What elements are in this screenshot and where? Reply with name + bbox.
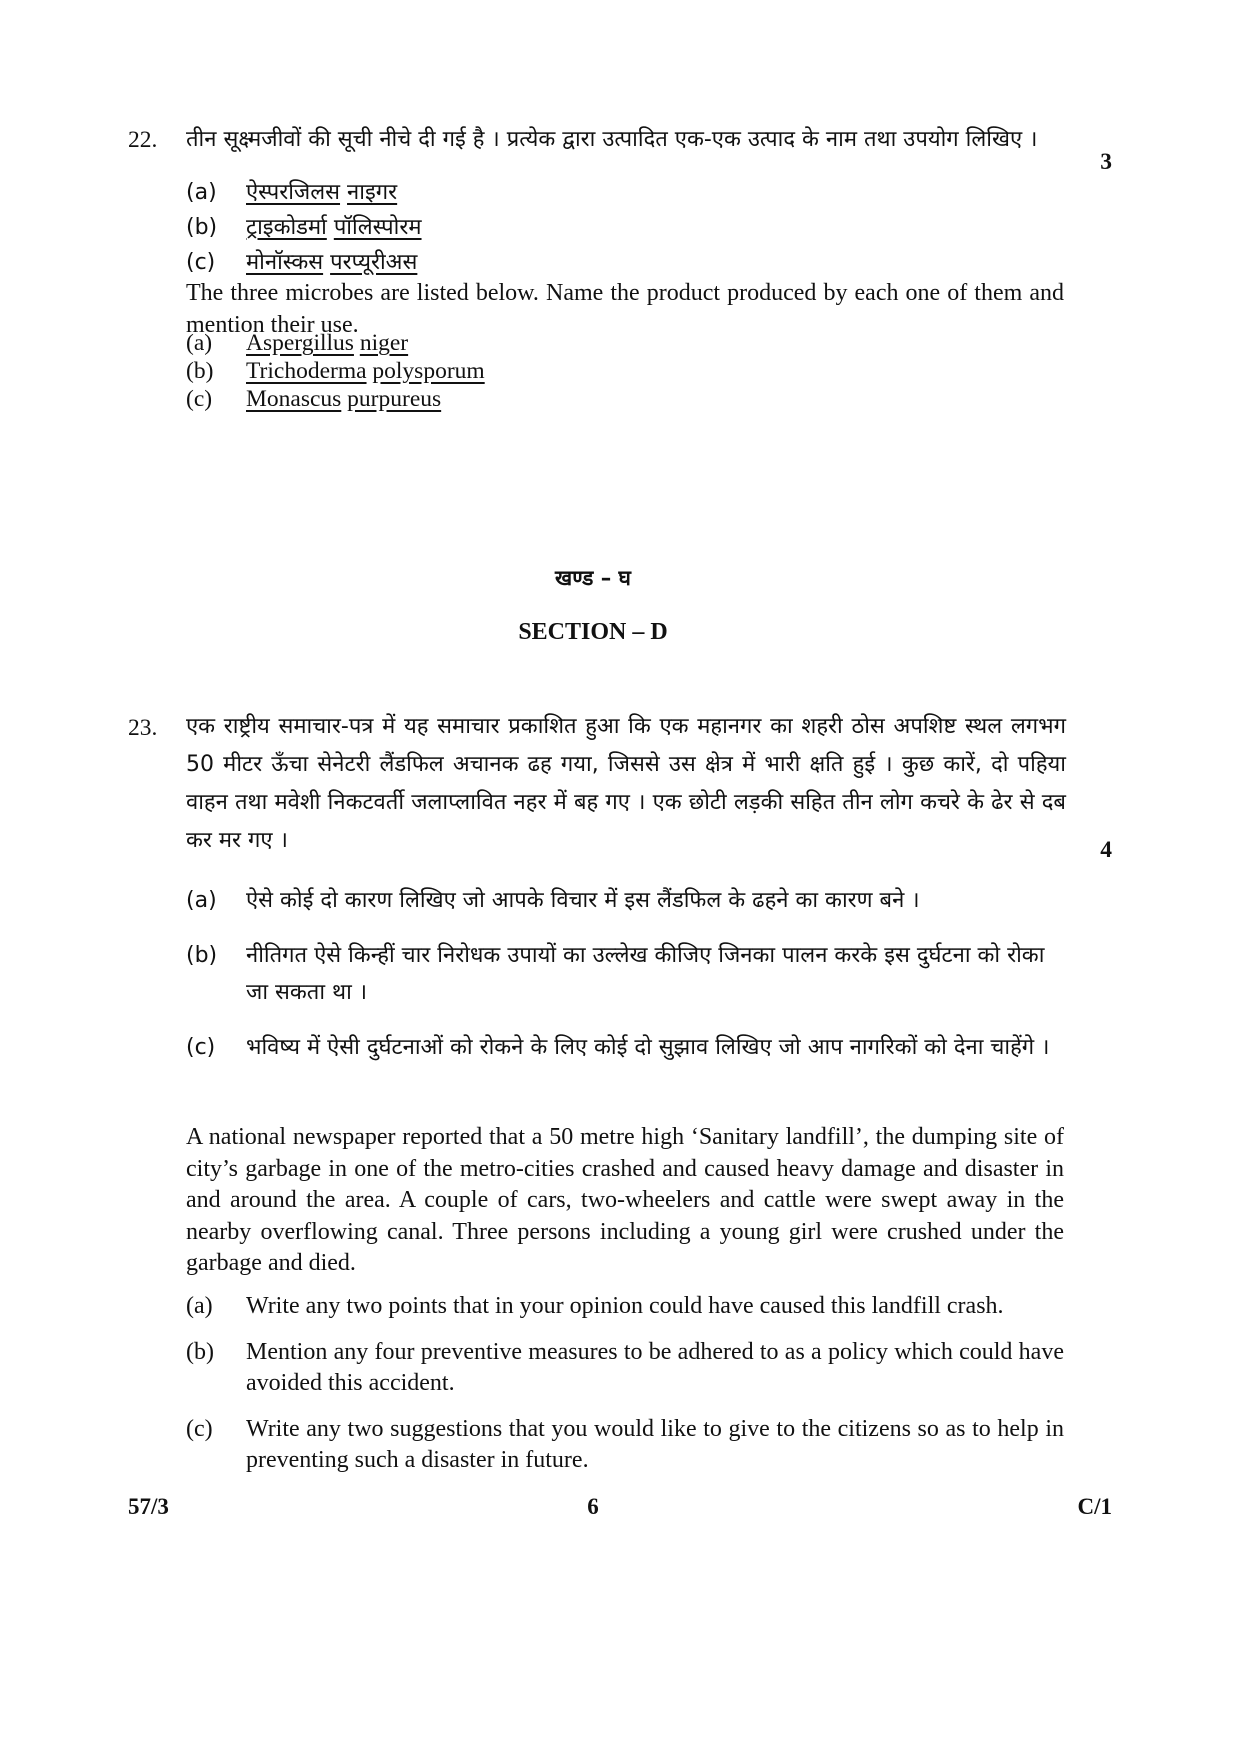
option-label: (b) bbox=[186, 358, 214, 384]
option-label: (b) bbox=[186, 943, 218, 968]
genus-name: ऐस्परजिलस bbox=[246, 180, 341, 205]
species-name: परप्यूरीअस bbox=[330, 250, 418, 275]
species-name: niger bbox=[359, 330, 409, 356]
question-number: 23. bbox=[128, 715, 158, 741]
genus-name: Monascus bbox=[246, 386, 342, 412]
list-item bbox=[186, 937, 1064, 1011]
question-22-marks: 3 bbox=[1100, 149, 1112, 175]
list-item bbox=[186, 244, 1064, 281]
list-item bbox=[186, 1291, 1064, 1323]
option-label: (a) bbox=[186, 888, 217, 913]
option-text: Write any two points that in your opinion could have caused this landfill crash. bbox=[246, 1293, 1004, 1319]
option-label: (c) bbox=[186, 1035, 216, 1060]
question-number: 22. bbox=[128, 127, 158, 153]
list-item bbox=[186, 209, 1064, 246]
list-item bbox=[186, 357, 1064, 385]
genus-name: मोनॉस्कस bbox=[246, 250, 324, 275]
option-text: ऐसे कोई दो कारण लिखिए जो आपके विचार में इस लैंडफिल के ढहने का कारण बने । bbox=[246, 888, 920, 913]
question-23-english-options bbox=[186, 1291, 1064, 1477]
question-23-hindi-text: एक राष्ट्रीय समाचार-पत्र में यह समाचार प्रकाशित हुआ कि एक महानगर का शहरी ठोस अपशिष्ट स्थल लगभग 50 मीटर ऊँचा सेनेटरी लैंडफिल अचानक ढह गया, जिससे उस क्षेत्र में भारी क्षति हुई । कुछ कारें, दो पहिया वाहन तथा मवेशी निकटवर्ती जलाप्लावित नहर में बह गए । एक छोटी लड़की सहित तीन लोग कचरे के ढेर से दब कर मर गए । bbox=[186, 714, 1066, 853]
question-23-hindi-options bbox=[186, 882, 1064, 1066]
option-text: Write any two suggestions that you would like to give to the citizens so as to help in preventing such a disaster in future. bbox=[246, 1415, 1064, 1473]
question-22-english-text: The three microbes are listed below. Name the product produced by each one of them and mention their use. bbox=[186, 280, 1064, 338]
genus-name: Trichoderma bbox=[246, 358, 367, 384]
list-item bbox=[186, 385, 1064, 413]
list-item bbox=[186, 174, 1064, 211]
question-22-english-options bbox=[186, 329, 1064, 413]
option-label: (c) bbox=[186, 386, 213, 412]
option-text: भविष्य में ऐसी दुर्घटनाओं को रोकने के लिए कोई दो सुझाव लिखिए जो आप नागरिकों को देना चाहेंगे । bbox=[246, 1035, 1050, 1060]
question-22-hindi-options bbox=[186, 174, 1064, 281]
option-label: (b) bbox=[186, 1338, 214, 1365]
option-label: (a) bbox=[186, 180, 217, 205]
question-22-hindi-text: तीन सूक्ष्मजीवों की सूची नीचे दी गई है । प्रत्येक द्वारा उत्पादित एक-एक उत्पाद के नाम तथा उपयोग लिखिए । bbox=[186, 127, 1038, 152]
footer-paper-code: 57/3 bbox=[128, 1494, 169, 1519]
option-label: (b) bbox=[186, 215, 218, 240]
question-23-english-text: A national newspaper reported that a 50 metre high ‘Sanitary landfill’, the dumping site of city’s garbage in one of the metro-cities crashed and caused heavy damage and disaster in and around the area. A couple of cars, two-wheelers and cattle were swept away in the nearby overflowing canal. Three persons including a young girl were crushed under the garbage and died. bbox=[186, 1124, 1064, 1276]
footer-set-code: C/1 bbox=[1077, 1494, 1112, 1519]
option-label: (a) bbox=[186, 1293, 213, 1319]
species-name: नाइगर bbox=[347, 180, 398, 205]
option-label: (c) bbox=[186, 1415, 213, 1442]
list-item bbox=[186, 329, 1064, 357]
species-name: polysporum bbox=[372, 358, 485, 384]
option-label: (a) bbox=[186, 330, 213, 356]
species-name: पॉलिस्पोरम bbox=[333, 215, 422, 240]
genus-name: Aspergillus bbox=[246, 330, 354, 356]
section-title-english: SECTION – D bbox=[518, 619, 668, 645]
list-item bbox=[186, 882, 1064, 919]
option-label: (c) bbox=[186, 250, 216, 275]
footer-page-number: 6 bbox=[587, 1494, 599, 1519]
option-text: नीतिगत ऐसे किन्हीं चार निरोधक उपायों का उल्लेख कीजिए जिनका पालन करके इस दुर्घटना को रोका जा सकता था । bbox=[246, 943, 1045, 1005]
species-name: purpureus bbox=[347, 386, 442, 412]
list-item bbox=[186, 1029, 1064, 1066]
option-text: Mention any four preventive measures to be adhered to as a policy which could have avoided this accident. bbox=[246, 1338, 1064, 1396]
list-item bbox=[186, 1337, 1064, 1400]
list-item bbox=[186, 1414, 1064, 1477]
question-23-marks: 4 bbox=[1100, 837, 1112, 863]
section-title-hindi: खण्ड – घ bbox=[555, 566, 631, 590]
genus-name: ट्राइकोडर्मा bbox=[246, 215, 327, 240]
